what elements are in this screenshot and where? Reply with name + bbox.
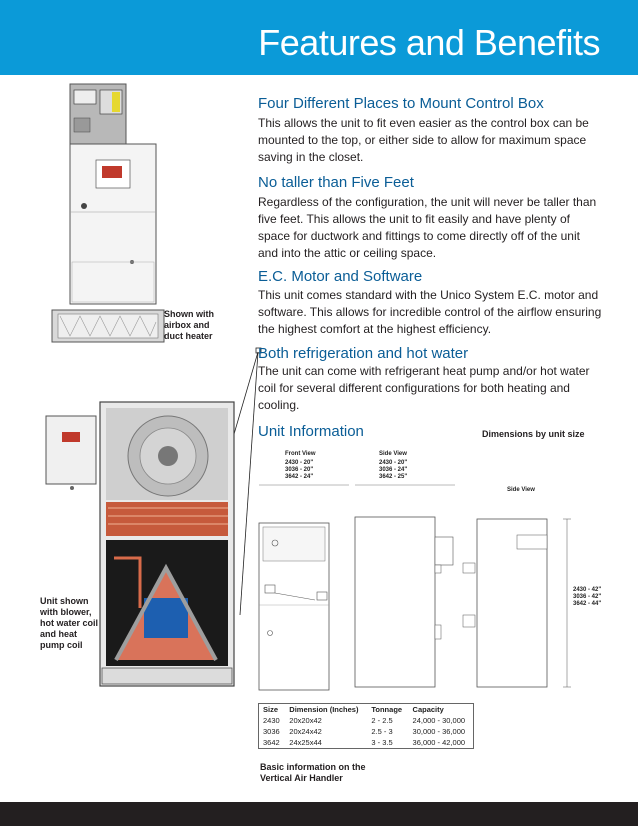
side-view-top-size-0: 2430 - 20" bbox=[379, 460, 408, 466]
page-title: Features and Benefits bbox=[258, 22, 600, 63]
unit-airbox-image bbox=[52, 82, 164, 344]
side-view-top-size-2: 3642 - 25" bbox=[379, 474, 408, 480]
spec-cell: 2 - 2.5 bbox=[371, 716, 393, 725]
spec-cell: 3642 bbox=[263, 738, 280, 747]
caption-top-unit: Shown with airbox and duct heater bbox=[164, 309, 214, 341]
side-view-top-size-1: 3036 - 24" bbox=[379, 467, 408, 473]
front-view-size-1: 3036 - 20" bbox=[285, 467, 314, 473]
spec-cell: 2.5 - 3 bbox=[371, 727, 393, 736]
header-bar bbox=[0, 0, 638, 75]
table-row bbox=[259, 737, 474, 749]
spec-cell: 20x20x42 bbox=[289, 716, 322, 725]
front-view-size-2: 3642 - 24" bbox=[285, 474, 314, 480]
front-view-label: Front View bbox=[285, 451, 316, 457]
body-five-feet: Regardless of the configuration, the unit will never be taller than five feet. This allows the unit to fit easily and have plenty of space for ductwork and fittings to come directly off of the unit and into the attic or ceiling space. bbox=[258, 195, 597, 260]
unit-drawing bbox=[255, 445, 602, 695]
spec-cell: 3 - 3.5 bbox=[371, 738, 393, 747]
side-view-size-1: 3036 - 42" bbox=[573, 594, 602, 600]
heading-unit-information: Unit Information bbox=[258, 423, 364, 440]
heading-ec-motor: E.C. Motor and Software bbox=[258, 268, 423, 285]
spec-header-dimension: Dimension (Inches) bbox=[289, 705, 359, 714]
body-refrigeration: The unit can come with refrigerant heat pump and/or hot water coil for several different configurations for both heating and cooling. bbox=[258, 364, 590, 412]
spec-table bbox=[258, 703, 474, 749]
body-ec-motor: This unit comes standard with the Unico System E.C. motor and software. This allows for incredible control of the airflow ensuring the highest comfort at the highest efficiency. bbox=[258, 288, 602, 336]
spec-cell: 2430 bbox=[263, 716, 280, 725]
spec-header-capacity: Capacity bbox=[412, 705, 444, 714]
spec-cell: 24x25x44 bbox=[289, 738, 322, 747]
spec-cell: 3036 bbox=[263, 727, 280, 736]
heading-five-feet: No taller than Five Feet bbox=[258, 174, 414, 191]
side-view-size-0: 2430 - 42" bbox=[573, 587, 602, 593]
side-view-size-2: 3642 - 44" bbox=[573, 601, 602, 607]
dimensions-note: Dimensions by unit size bbox=[482, 429, 585, 439]
table-caption: Basic information on the Vertical Air Handler bbox=[260, 762, 366, 783]
table-row bbox=[259, 726, 474, 737]
front-view-size-0: 2430 - 20" bbox=[285, 460, 314, 466]
spec-header-size: Size bbox=[263, 705, 279, 714]
side-view-top-label: Side View bbox=[379, 451, 407, 457]
side-view-label: Side View bbox=[507, 487, 535, 493]
spec-header-tonnage: Tonnage bbox=[371, 705, 403, 714]
spec-cell: 30,000 - 36,000 bbox=[412, 727, 466, 736]
body-control-box: This allows the unit to fit even easier as the control box can be mounted to the top, or either side to allow for maximum space saving in the closet. bbox=[258, 116, 589, 164]
spec-cell: 20x24x42 bbox=[289, 727, 322, 736]
heading-refrigeration: Both refrigeration and hot water bbox=[258, 345, 469, 362]
spec-cell: 36,000 - 42,000 bbox=[412, 738, 466, 747]
footer-bar bbox=[0, 802, 638, 826]
caption-bottom-unit: Unit shown with blower, hot water coil and heat pump coil bbox=[40, 596, 99, 650]
table-row bbox=[259, 715, 474, 726]
spec-cell: 24,000 - 30,000 bbox=[412, 716, 466, 725]
heading-control-box: Four Different Places to Mount Control Box bbox=[258, 95, 544, 112]
spec-table-header-row bbox=[259, 704, 474, 716]
